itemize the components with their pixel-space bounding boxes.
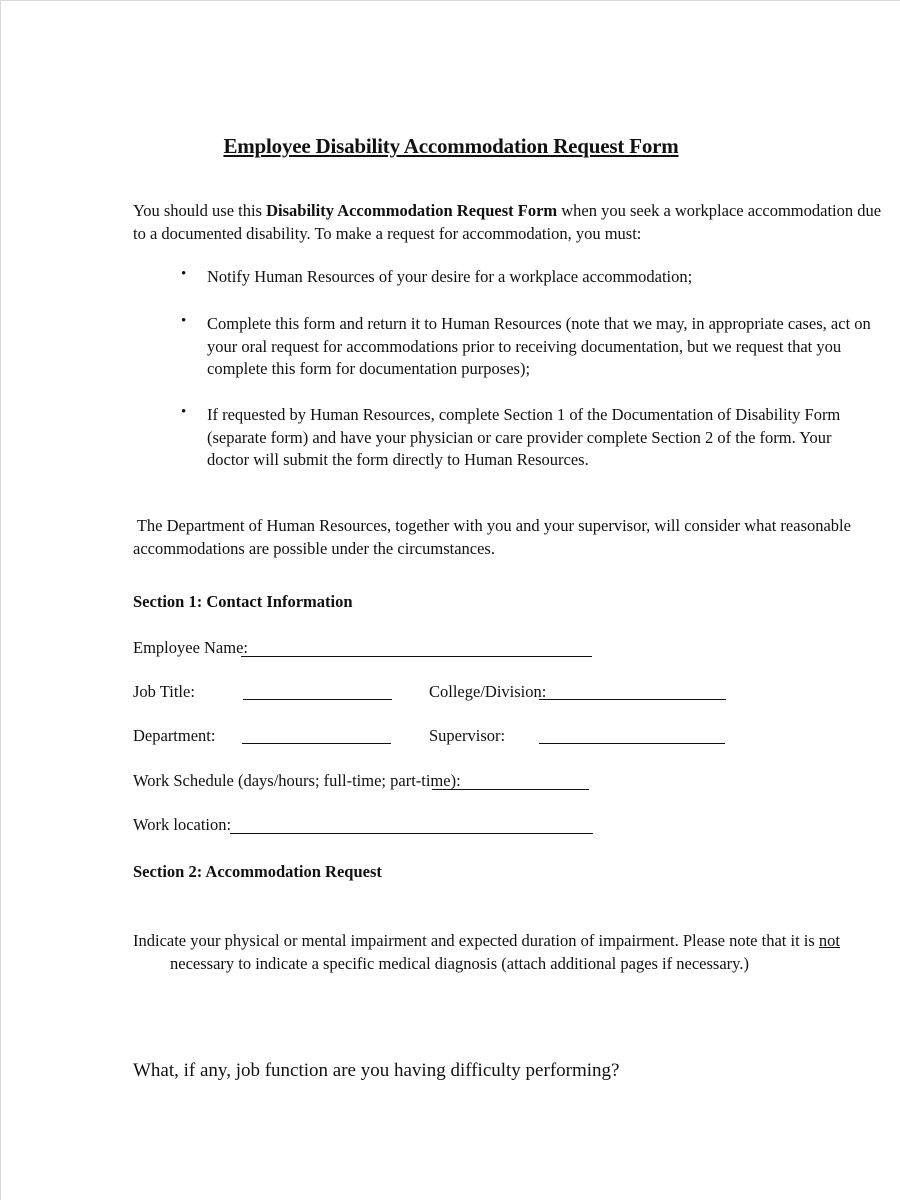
work-schedule-field[interactable] [432,789,589,790]
department-label: Department: [133,726,216,745]
section-2-heading: Section 2: Accommodation Request [133,862,382,881]
job-title-label: Job Title: [133,682,195,701]
work-location-label: Work location: [133,815,232,834]
form-title: Employee Disability Accommodation Request Form [223,134,679,158]
bullet-line: your oral request for accommodations prior to receiving documentation, but we request that you [207,336,842,356]
section-1-heading: Section 1: Contact Information [133,592,353,611]
hr-paragraph [133,515,851,560]
underlined-not: not [818,931,841,950]
intro-rest: when you seek a workplace accommodation due [557,201,882,220]
hr-paragraph-line: The Department of Human Resources, together with you and your supervisor, will consider what reasonable [133,516,851,535]
bullet-icon: • [181,266,187,282]
impairment-text: Indicate your physical or mental impairment and expected duration of impairment. Please note that it is [133,931,819,950]
hr-paragraph-line: accommodations are possible under the circumstances. [133,538,495,558]
intro-line-1 [133,200,881,223]
impairment-line-1 [133,930,840,953]
bullet-icon: • [181,404,187,420]
college-division-label: College/Division: [429,682,547,701]
supervisor-field[interactable] [539,743,725,744]
work-schedule-label: Work Schedule (days/hours; full-time; part-time): [133,771,461,790]
intro-form-name: Disability Accommodation Request Form [266,201,558,220]
work-location-field[interactable] [230,833,593,834]
bullet-line: complete this form for documentation purposes); [207,359,531,378]
employee-name-field[interactable] [241,656,592,657]
supervisor-label: Supervisor: [429,726,506,745]
bullet-icon: • [181,313,187,329]
department-field[interactable] [242,743,391,744]
bullet-line: Notify Human Resources of your desire for a workplace accommodation; [207,267,693,286]
impairment-line-2: necessary to indicate a specific medical diagnosis (attach additional pages if necessary.) [170,953,749,973]
intro-line-2: to a documented disability. To make a request for accommodation, you must: [133,223,642,243]
bullet-line: (separate form) and have your physician or care provider complete Section 2 of the form. Your [207,427,832,447]
bullet-item-notify [207,266,692,289]
college-division-field[interactable] [539,699,726,700]
bullet-item-documentation [207,404,840,472]
bullet-line: Complete this form and return it to Human Resources (note that we may, in appropriate cases, act on [207,314,871,333]
job-title-field[interactable] [243,699,392,700]
intro-lead: You should use this [133,201,267,220]
bullet-item-complete-form [207,313,871,381]
employee-name-label: Employee Name: [133,638,249,657]
job-function-question: What, if any, job function are you having difficulty performing? [133,1060,620,1081]
impairment-instructions [133,930,840,975]
bullet-line: If requested by Human Resources, complete Section 1 of the Documentation of Disability Form [207,405,841,424]
intro-paragraph [133,200,881,245]
bullet-line: doctor will submit the form directly to Human Resources. [207,450,589,469]
